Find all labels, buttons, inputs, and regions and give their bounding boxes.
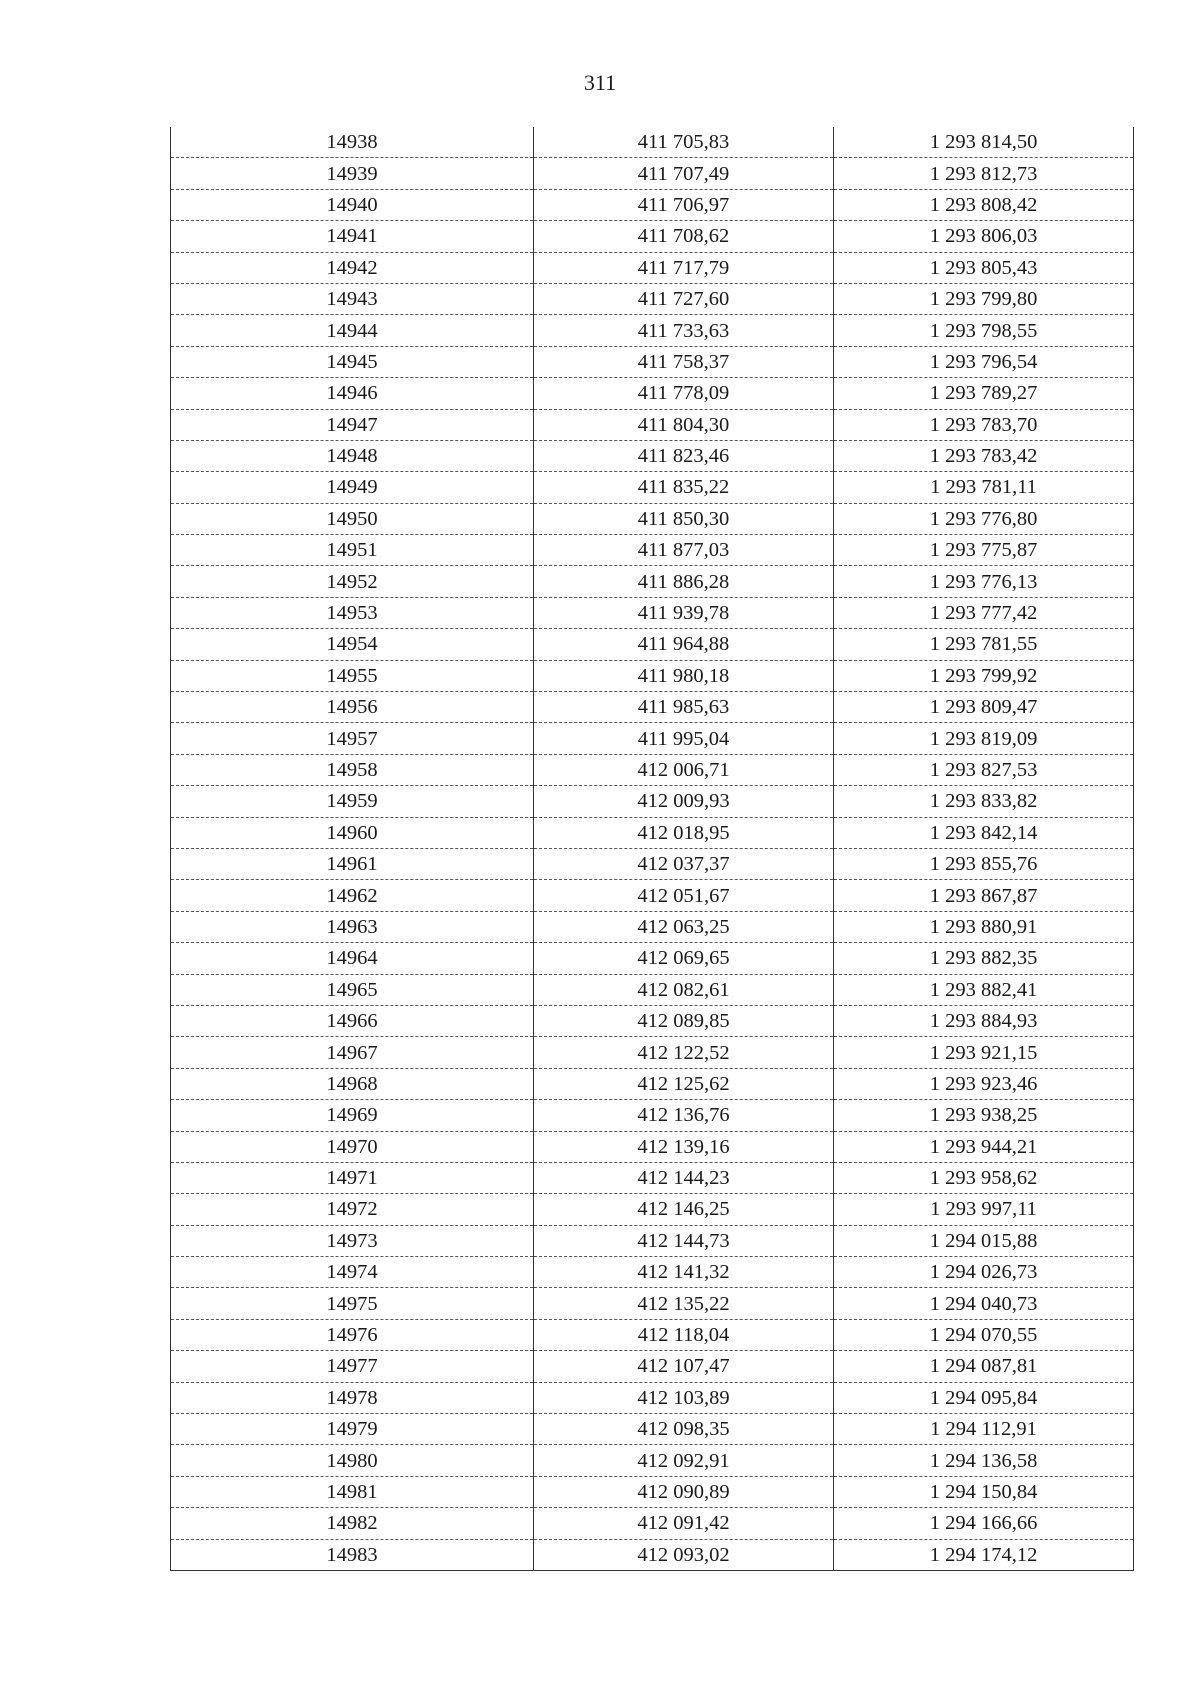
table-row xyxy=(171,629,1134,660)
point-number-cell: 14945 xyxy=(171,346,534,377)
y-coordinate-cell: 1 293 819,09 xyxy=(834,723,1134,754)
point-number-cell: 14966 xyxy=(171,1005,534,1036)
x-coordinate-cell: 411 804,30 xyxy=(534,409,834,440)
point-number-cell: 14972 xyxy=(171,1194,534,1225)
x-coordinate-cell: 411 717,79 xyxy=(534,252,834,283)
table-row xyxy=(171,1288,1134,1319)
y-coordinate-cell: 1 293 776,13 xyxy=(834,566,1134,597)
x-coordinate-cell: 411 706,97 xyxy=(534,189,834,220)
x-coordinate-cell: 412 144,23 xyxy=(534,1162,834,1193)
point-number-cell: 14976 xyxy=(171,1319,534,1350)
x-coordinate-cell: 412 092,91 xyxy=(534,1445,834,1476)
point-number-cell: 14951 xyxy=(171,535,534,566)
x-coordinate-cell: 412 107,47 xyxy=(534,1351,834,1382)
y-coordinate-cell: 1 294 026,73 xyxy=(834,1257,1134,1288)
point-number-cell: 14963 xyxy=(171,911,534,942)
table-row xyxy=(171,786,1134,817)
x-coordinate-cell: 412 009,93 xyxy=(534,786,834,817)
x-coordinate-cell: 411 995,04 xyxy=(534,723,834,754)
point-number-cell: 14977 xyxy=(171,1351,534,1382)
x-coordinate-cell: 412 091,42 xyxy=(534,1508,834,1539)
point-number-cell: 14968 xyxy=(171,1068,534,1099)
x-coordinate-cell: 412 103,89 xyxy=(534,1382,834,1413)
y-coordinate-cell: 1 293 944,21 xyxy=(834,1131,1134,1162)
x-coordinate-cell: 411 964,88 xyxy=(534,629,834,660)
y-coordinate-cell: 1 294 040,73 xyxy=(834,1288,1134,1319)
x-coordinate-cell: 411 850,30 xyxy=(534,503,834,534)
y-coordinate-cell: 1 293 812,73 xyxy=(834,158,1134,189)
point-number-cell: 14943 xyxy=(171,283,534,314)
y-coordinate-cell: 1 293 796,54 xyxy=(834,346,1134,377)
x-coordinate-cell: 412 144,73 xyxy=(534,1225,834,1256)
y-coordinate-cell: 1 293 776,80 xyxy=(834,503,1134,534)
page-number: 311 xyxy=(583,70,617,95)
table-row xyxy=(171,1539,1134,1570)
y-coordinate-cell: 1 294 174,12 xyxy=(834,1539,1134,1570)
table-row xyxy=(171,1037,1134,1068)
y-coordinate-cell: 1 293 921,15 xyxy=(834,1037,1134,1068)
point-number-cell: 14979 xyxy=(171,1414,534,1445)
point-number-cell: 14969 xyxy=(171,1100,534,1131)
y-coordinate-cell: 1 293 842,14 xyxy=(834,817,1134,848)
y-coordinate-cell: 1 293 958,62 xyxy=(834,1162,1134,1193)
point-number-cell: 14950 xyxy=(171,503,534,534)
point-number-cell: 14973 xyxy=(171,1225,534,1256)
table-row xyxy=(171,315,1134,346)
y-coordinate-cell: 1 293 923,46 xyxy=(834,1068,1134,1099)
x-coordinate-cell: 411 707,49 xyxy=(534,158,834,189)
table-row xyxy=(171,535,1134,566)
y-coordinate-cell: 1 294 095,84 xyxy=(834,1382,1134,1413)
point-number-cell: 14953 xyxy=(171,597,534,628)
table-row xyxy=(171,848,1134,879)
y-coordinate-cell: 1 293 799,80 xyxy=(834,283,1134,314)
y-coordinate-cell: 1 294 112,91 xyxy=(834,1414,1134,1445)
point-number-cell: 14941 xyxy=(171,221,534,252)
y-coordinate-cell: 1 293 808,42 xyxy=(834,189,1134,220)
x-coordinate-cell: 411 758,37 xyxy=(534,346,834,377)
point-number-cell: 14965 xyxy=(171,974,534,1005)
table-row xyxy=(171,1162,1134,1193)
point-number-cell: 14964 xyxy=(171,943,534,974)
x-coordinate-cell: 411 705,83 xyxy=(534,127,834,158)
y-coordinate-cell: 1 293 884,93 xyxy=(834,1005,1134,1036)
table-row xyxy=(171,1131,1134,1162)
x-coordinate-cell: 412 122,52 xyxy=(534,1037,834,1068)
x-coordinate-cell: 412 093,02 xyxy=(534,1539,834,1570)
table-row xyxy=(171,1476,1134,1507)
x-coordinate-cell: 411 727,60 xyxy=(534,283,834,314)
table-row xyxy=(171,221,1134,252)
x-coordinate-cell: 412 082,61 xyxy=(534,974,834,1005)
point-number-cell: 14958 xyxy=(171,754,534,785)
table-row xyxy=(171,723,1134,754)
table-row xyxy=(171,1445,1134,1476)
coordinates-table xyxy=(170,127,1134,1571)
table-row xyxy=(171,660,1134,691)
table-row xyxy=(171,911,1134,942)
point-number-cell: 14940 xyxy=(171,189,534,220)
point-number-cell: 14942 xyxy=(171,252,534,283)
table-row xyxy=(171,817,1134,848)
x-coordinate-cell: 412 051,67 xyxy=(534,880,834,911)
point-number-cell: 14981 xyxy=(171,1476,534,1507)
table-row xyxy=(171,378,1134,409)
y-coordinate-cell: 1 293 867,87 xyxy=(834,880,1134,911)
point-number-cell: 14954 xyxy=(171,629,534,660)
table-row xyxy=(171,1005,1134,1036)
table-row xyxy=(171,1100,1134,1131)
x-coordinate-cell: 411 939,78 xyxy=(534,597,834,628)
y-coordinate-cell: 1 293 938,25 xyxy=(834,1100,1134,1131)
point-number-cell: 14978 xyxy=(171,1382,534,1413)
table-row xyxy=(171,346,1134,377)
y-coordinate-cell: 1 293 833,82 xyxy=(834,786,1134,817)
x-coordinate-cell: 411 778,09 xyxy=(534,378,834,409)
coordinates-table-body xyxy=(171,127,1134,1570)
table-row xyxy=(171,409,1134,440)
x-coordinate-cell: 412 090,89 xyxy=(534,1476,834,1507)
table-row xyxy=(171,472,1134,503)
x-coordinate-cell: 412 141,32 xyxy=(534,1257,834,1288)
x-coordinate-cell: 412 006,71 xyxy=(534,754,834,785)
table-row xyxy=(171,440,1134,471)
table-row xyxy=(171,1225,1134,1256)
y-coordinate-cell: 1 294 070,55 xyxy=(834,1319,1134,1350)
point-number-cell: 14944 xyxy=(171,315,534,346)
y-coordinate-cell: 1 293 880,91 xyxy=(834,911,1134,942)
y-coordinate-cell: 1 293 799,92 xyxy=(834,660,1134,691)
point-number-cell: 14959 xyxy=(171,786,534,817)
y-coordinate-cell: 1 293 798,55 xyxy=(834,315,1134,346)
y-coordinate-cell: 1 293 809,47 xyxy=(834,692,1134,723)
point-number-cell: 14961 xyxy=(171,848,534,879)
x-coordinate-cell: 411 877,03 xyxy=(534,535,834,566)
x-coordinate-cell: 411 980,18 xyxy=(534,660,834,691)
x-coordinate-cell: 411 886,28 xyxy=(534,566,834,597)
point-number-cell: 14955 xyxy=(171,660,534,691)
table-row xyxy=(171,1319,1134,1350)
table-row xyxy=(171,974,1134,1005)
table-row xyxy=(171,283,1134,314)
table-row xyxy=(171,1414,1134,1445)
point-number-cell: 14982 xyxy=(171,1508,534,1539)
x-coordinate-cell: 412 118,04 xyxy=(534,1319,834,1350)
y-coordinate-cell: 1 293 855,76 xyxy=(834,848,1134,879)
x-coordinate-cell: 412 139,16 xyxy=(534,1131,834,1162)
y-coordinate-cell: 1 294 136,58 xyxy=(834,1445,1134,1476)
table-row xyxy=(171,1382,1134,1413)
point-number-cell: 14952 xyxy=(171,566,534,597)
x-coordinate-cell: 412 089,85 xyxy=(534,1005,834,1036)
table-row xyxy=(171,692,1134,723)
point-number-cell: 14975 xyxy=(171,1288,534,1319)
x-coordinate-cell: 411 823,46 xyxy=(534,440,834,471)
table-row xyxy=(171,158,1134,189)
point-number-cell: 14962 xyxy=(171,880,534,911)
y-coordinate-cell: 1 294 166,66 xyxy=(834,1508,1134,1539)
x-coordinate-cell: 412 125,62 xyxy=(534,1068,834,1099)
x-coordinate-cell: 411 708,62 xyxy=(534,221,834,252)
table-row xyxy=(171,1194,1134,1225)
y-coordinate-cell: 1 294 150,84 xyxy=(834,1476,1134,1507)
x-coordinate-cell: 412 146,25 xyxy=(534,1194,834,1225)
table-row xyxy=(171,943,1134,974)
y-coordinate-cell: 1 293 997,11 xyxy=(834,1194,1134,1225)
table-row xyxy=(171,880,1134,911)
y-coordinate-cell: 1 293 781,11 xyxy=(834,472,1134,503)
y-coordinate-cell: 1 293 777,42 xyxy=(834,597,1134,628)
table-row xyxy=(171,189,1134,220)
point-number-cell: 14946 xyxy=(171,378,534,409)
y-coordinate-cell: 1 293 805,43 xyxy=(834,252,1134,283)
table-row xyxy=(171,252,1134,283)
y-coordinate-cell: 1 294 087,81 xyxy=(834,1351,1134,1382)
y-coordinate-cell: 1 293 882,35 xyxy=(834,943,1134,974)
x-coordinate-cell: 412 098,35 xyxy=(534,1414,834,1445)
table-row xyxy=(171,1068,1134,1099)
x-coordinate-cell: 411 733,63 xyxy=(534,315,834,346)
table-row xyxy=(171,503,1134,534)
x-coordinate-cell: 411 985,63 xyxy=(534,692,834,723)
x-coordinate-cell: 412 069,65 xyxy=(534,943,834,974)
table-row xyxy=(171,1257,1134,1288)
point-number-cell: 14960 xyxy=(171,817,534,848)
y-coordinate-cell: 1 293 783,42 xyxy=(834,440,1134,471)
point-number-cell: 14974 xyxy=(171,1257,534,1288)
x-coordinate-cell: 412 136,76 xyxy=(534,1100,834,1131)
y-coordinate-cell: 1 293 781,55 xyxy=(834,629,1134,660)
y-coordinate-cell: 1 293 783,70 xyxy=(834,409,1134,440)
point-number-cell: 14980 xyxy=(171,1445,534,1476)
table-row xyxy=(171,566,1134,597)
y-coordinate-cell: 1 293 882,41 xyxy=(834,974,1134,1005)
y-coordinate-cell: 1 294 015,88 xyxy=(834,1225,1134,1256)
table-row xyxy=(171,1351,1134,1382)
y-coordinate-cell: 1 293 775,87 xyxy=(834,535,1134,566)
x-coordinate-cell: 411 835,22 xyxy=(534,472,834,503)
y-coordinate-cell: 1 293 789,27 xyxy=(834,378,1134,409)
point-number-cell: 14949 xyxy=(171,472,534,503)
x-coordinate-cell: 412 063,25 xyxy=(534,911,834,942)
point-number-cell: 14970 xyxy=(171,1131,534,1162)
point-number-cell: 14948 xyxy=(171,440,534,471)
x-coordinate-cell: 412 135,22 xyxy=(534,1288,834,1319)
y-coordinate-cell: 1 293 814,50 xyxy=(834,127,1134,158)
table-row xyxy=(171,754,1134,785)
point-number-cell: 14983 xyxy=(171,1539,534,1570)
table-row xyxy=(171,1508,1134,1539)
table-row xyxy=(171,597,1134,628)
point-number-cell: 14938 xyxy=(171,127,534,158)
point-number-cell: 14957 xyxy=(171,723,534,754)
y-coordinate-cell: 1 293 806,03 xyxy=(834,221,1134,252)
y-coordinate-cell: 1 293 827,53 xyxy=(834,754,1134,785)
point-number-cell: 14971 xyxy=(171,1162,534,1193)
table-row xyxy=(171,127,1134,158)
point-number-cell: 14939 xyxy=(171,158,534,189)
point-number-cell: 14947 xyxy=(171,409,534,440)
x-coordinate-cell: 412 037,37 xyxy=(534,848,834,879)
point-number-cell: 14956 xyxy=(171,692,534,723)
x-coordinate-cell: 412 018,95 xyxy=(534,817,834,848)
point-number-cell: 14967 xyxy=(171,1037,534,1068)
